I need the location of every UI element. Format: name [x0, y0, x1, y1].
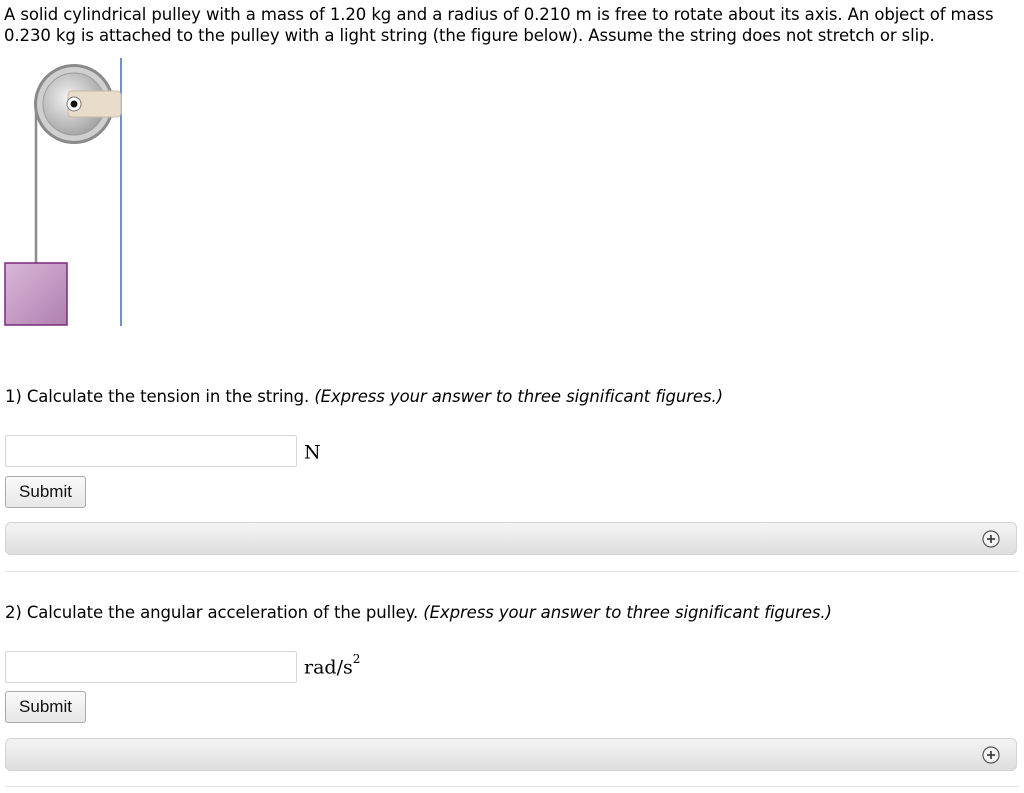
tension-unit: N [304, 441, 321, 464]
question-2 [5, 602, 832, 623]
expand-plus-icon[interactable] [982, 530, 1000, 548]
question-2-hint: (Express your answer to three significant figures.) [423, 603, 832, 622]
question-1-prompt: 1) Calculate the tension in the string. [5, 387, 310, 406]
feedback-panel-2[interactable] [5, 738, 1017, 771]
question-1-hint: (Express your answer to three significant figures.) [314, 387, 723, 406]
problem-statement: A solid cylindrical pulley with a mass of 1.20 kg and a radius of 0.210 m is free to rotate about its axis. An object of mass 0.230 kg is attached to the pulley with a light string (the figure below). Assume the string does not stretch or slip. [4, 5, 994, 45]
section-divider-2 [5, 786, 1019, 787]
pulley-axle [71, 101, 78, 108]
question-2-prompt: 2) Calculate the angular acceleration of the pulley. [5, 603, 419, 622]
feedback-panel-1[interactable] [5, 522, 1017, 555]
hanging-mass-block [5, 263, 67, 325]
question-1 [5, 386, 723, 407]
section-divider-1 [5, 571, 1019, 572]
angular-acceleration-unit: rad/$s^2$ [304, 652, 361, 679]
pulley-figure [0, 56, 130, 328]
submit-button-2[interactable]: Submit [5, 691, 86, 723]
tension-answer-input[interactable] [5, 435, 297, 467]
submit-button-1[interactable]: Submit [5, 476, 86, 508]
expand-plus-icon[interactable] [982, 746, 1000, 764]
angular-acceleration-answer-input[interactable] [5, 651, 297, 683]
